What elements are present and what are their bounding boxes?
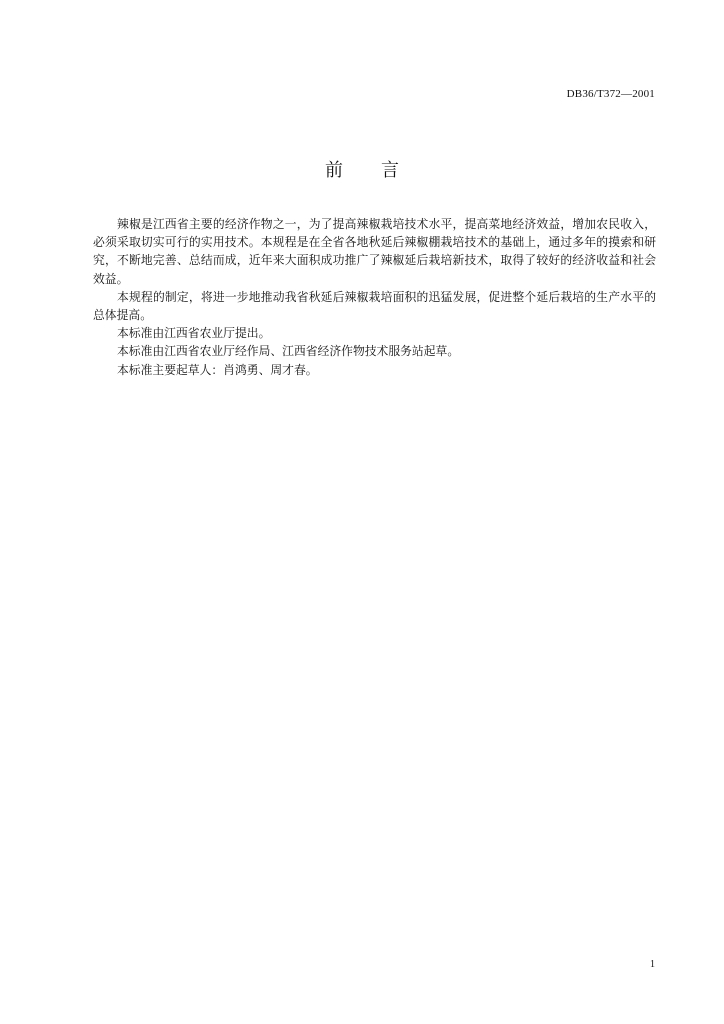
page-number: 1 — [650, 959, 655, 970]
foreword-body — [93, 215, 656, 379]
paragraph-drafters: 本标准主要起草人：肖鸿勇、周才春。 — [117, 362, 318, 377]
document-code: DB36/T372—2001 — [566, 88, 655, 100]
title-char-2: 言 — [381, 160, 399, 181]
paragraph-purpose: 本规程的制定，将进一步地推动我省秋延后辣椒栽培面积的迅猛发展，促进整个延后栽培的生产水平的总体提高。 — [93, 289, 656, 323]
title-char-1: 前 — [325, 160, 343, 181]
page-title — [0, 156, 724, 182]
paragraph-proposer: 本标准由江西省农业厅提出。 — [117, 326, 271, 341]
paragraph-intro: 辣椒是江西省主要的经济作物之一，为了提高辣椒栽培技术水平，提高菜地经济效益，增加农民收入，必须采取切实可行的实用技术。本规程是在全省各地秋延后辣椒棚栽培技术的基础上，通过多年的摸索和研究，不断地完善、总结而成，近年来大面积成功推广了辣椒延后栽培新技术，取得了较好的经济收益和社会效益。 — [93, 217, 656, 286]
paragraph-drafting-units: 本标准由江西省农业厅经作局、江西省经济作物技术服务站起草。 — [117, 344, 460, 359]
